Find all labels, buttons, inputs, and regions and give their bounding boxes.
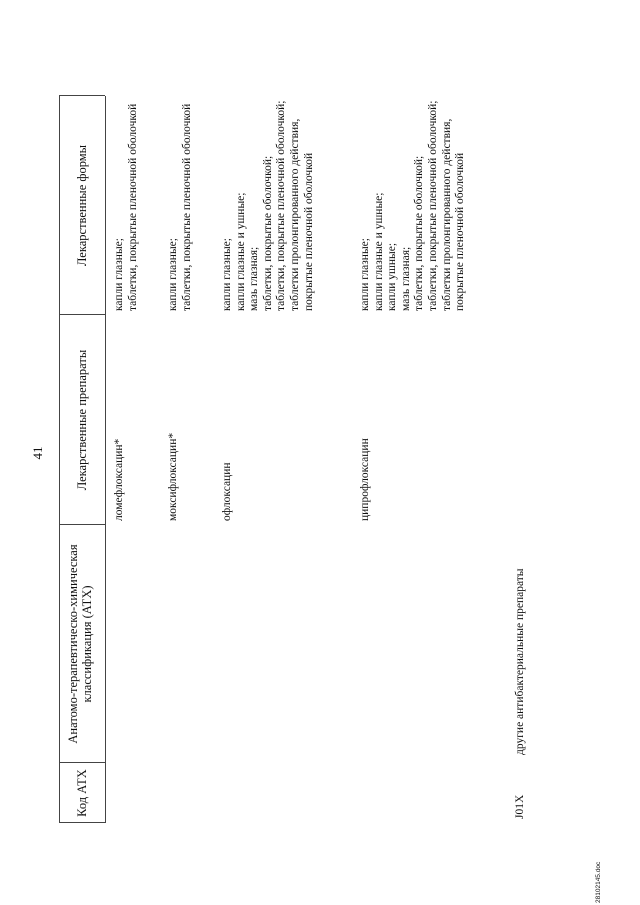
dosage-form-line: таблетки, покрытые оболочкой; <box>261 155 274 311</box>
dosage-form-line: таблетки, покрытые пленочной оболочкой; <box>275 100 288 311</box>
dosage-form-line: капли глазные и ушные; <box>234 192 247 311</box>
dosage-form-line: капли глазные; <box>359 238 371 311</box>
dosage-form-line: таблетки пролонгированного действия, <box>288 118 301 311</box>
dosage-form-line: покрытые пленочной оболочкой <box>302 152 315 311</box>
drug-name: офлоксацин <box>221 462 233 521</box>
footer-filename: 28102145.doc <box>595 861 602 903</box>
header-code: Код АТХ <box>75 769 89 817</box>
dosage-form-line: капли глазные и ушные; <box>372 192 385 311</box>
table-header-bottom-border <box>105 96 106 823</box>
dosage-form-line: таблетки пролонгированного действия, <box>440 118 453 311</box>
header-classification: Анатомо-терапевтическо-химическая классификация (АТХ) <box>66 544 94 744</box>
dosage-form-line: капли ушные; <box>386 242 399 311</box>
page-number: 41 <box>30 446 45 460</box>
dosage-form-line: капли глазные; <box>113 238 125 311</box>
dosage-form-line: покрытые пленочной оболочкой <box>454 152 467 311</box>
table-top-border <box>59 96 60 823</box>
group-code: J01X <box>514 794 526 819</box>
dosage-form-line: капли глазные; <box>221 238 233 311</box>
drug-name: ломефлоксацин* <box>113 438 125 521</box>
dosage-form-line: таблетки, покрытые оболочкой; <box>413 155 426 311</box>
drug-forms <box>359 101 468 312</box>
group-classification: другие антибактериальные препараты <box>514 568 526 755</box>
dosage-form-line: мазь глазная; <box>248 246 261 311</box>
drug-name: ципрофлоксацин <box>359 438 371 521</box>
dosage-form-line: таблетки, покрытые пленочной оболочкой <box>126 103 139 311</box>
drug-name: моксифлоксацин* <box>167 432 179 521</box>
dosage-form-line: мазь глазная; <box>399 246 412 311</box>
dosage-form-line: капли глазные; <box>167 238 179 311</box>
drug-forms <box>167 104 194 311</box>
header-forms: Лекарственные формы <box>75 144 89 267</box>
drug-forms <box>221 101 316 312</box>
header-drugs: Лекарственные препараты <box>75 349 89 491</box>
drug-forms <box>113 104 140 311</box>
dosage-form-line: таблетки, покрытые пленочной оболочкой; <box>426 100 439 311</box>
dosage-form-line: таблетки, покрытые пленочной оболочкой <box>180 103 193 311</box>
